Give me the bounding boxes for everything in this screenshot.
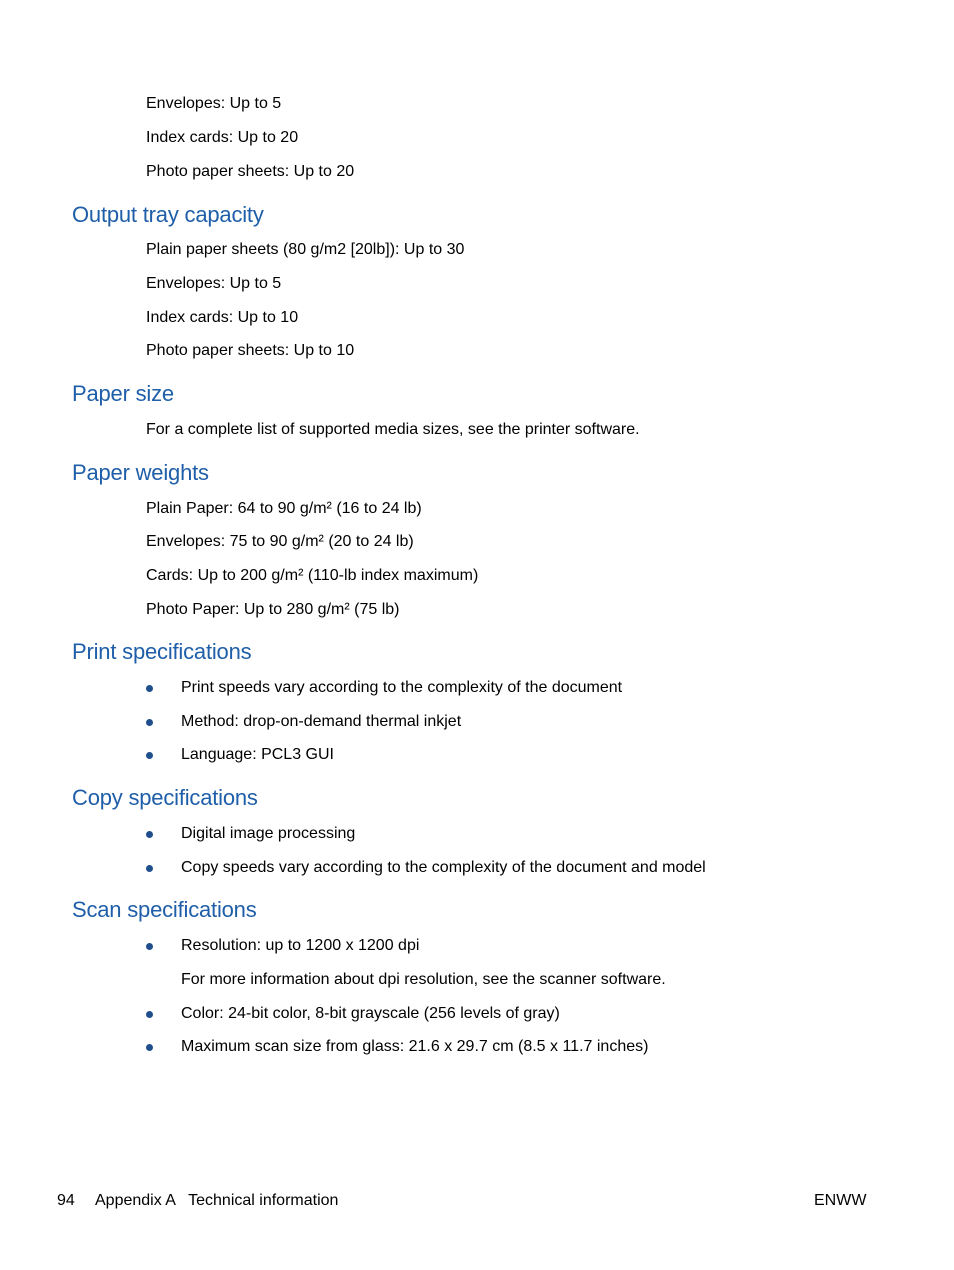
print-specs-bullet: Print speeds vary according to the complexity of the document	[181, 679, 623, 696]
bullet-icon	[146, 1044, 153, 1051]
paper-size-heading: Paper size	[72, 381, 174, 406]
print-specs-heading: Print specifications	[72, 639, 252, 664]
print-specs-bullet: Language: PCL3 GUI	[181, 746, 334, 763]
input-tray-item: Index cards: Up to 20	[146, 129, 299, 146]
copy-specs-bullet: Copy speeds vary according to the complexity of the document and model	[181, 859, 706, 876]
paper-weights-heading: Paper weights	[72, 460, 209, 485]
footer-section: Appendix A Technical information	[95, 1192, 339, 1209]
output-tray-item: Envelopes: Up to 5	[146, 275, 282, 292]
paper-weights-item: Envelopes: 75 to 90 g/m² (20 to 24 lb)	[146, 533, 414, 550]
bullet-icon	[146, 685, 153, 692]
copy-specs-heading: Copy specifications	[72, 785, 258, 810]
output-tray-item: Index cards: Up to 10	[146, 309, 299, 326]
output-tray-item: Plain paper sheets (80 g/m2 [20lb]): Up to 30	[146, 241, 465, 258]
bullet-icon	[146, 719, 153, 726]
bullet-icon	[146, 831, 153, 838]
scan-specs-note: For more information about dpi resolution, see the scanner software.	[181, 971, 666, 988]
bullet-icon	[146, 752, 153, 759]
paper-weights-item: Plain Paper: 64 to 90 g/m² (16 to 24 lb)	[146, 500, 422, 517]
output-tray-item: Photo paper sheets: Up to 10	[146, 342, 355, 359]
output-tray-heading: Output tray capacity	[72, 202, 264, 227]
paper-size-text: For a complete list of supported media sizes, see the printer software.	[146, 421, 640, 438]
paper-weights-item: Cards: Up to 200 g/m² (110-lb index maximum)	[146, 567, 479, 584]
copy-specs-bullet: Digital image processing	[181, 825, 356, 842]
scan-specs-bullet: Maximum scan size from glass: 21.6 x 29.7 cm (8.5 x 11.7 inches)	[181, 1038, 649, 1055]
footer-code: ENWW	[814, 1192, 867, 1209]
page-number: 94	[57, 1192, 75, 1209]
paper-weights-item: Photo Paper: Up to 280 g/m² (75 lb)	[146, 601, 400, 618]
scan-specs-bullet: Resolution: up to 1200 x 1200 dpi	[181, 937, 420, 954]
scan-specs-bullet: Color: 24-bit color, 8-bit grayscale (256 levels of gray)	[181, 1005, 560, 1022]
bullet-icon	[146, 865, 153, 872]
print-specs-bullet: Method: drop-on-demand thermal inkjet	[181, 713, 462, 730]
bullet-icon	[146, 943, 153, 950]
bullet-icon	[146, 1011, 153, 1018]
scan-specs-heading: Scan specifications	[72, 897, 257, 922]
input-tray-item: Photo paper sheets: Up to 20	[146, 163, 355, 180]
input-tray-item: Envelopes: Up to 5	[146, 95, 282, 112]
